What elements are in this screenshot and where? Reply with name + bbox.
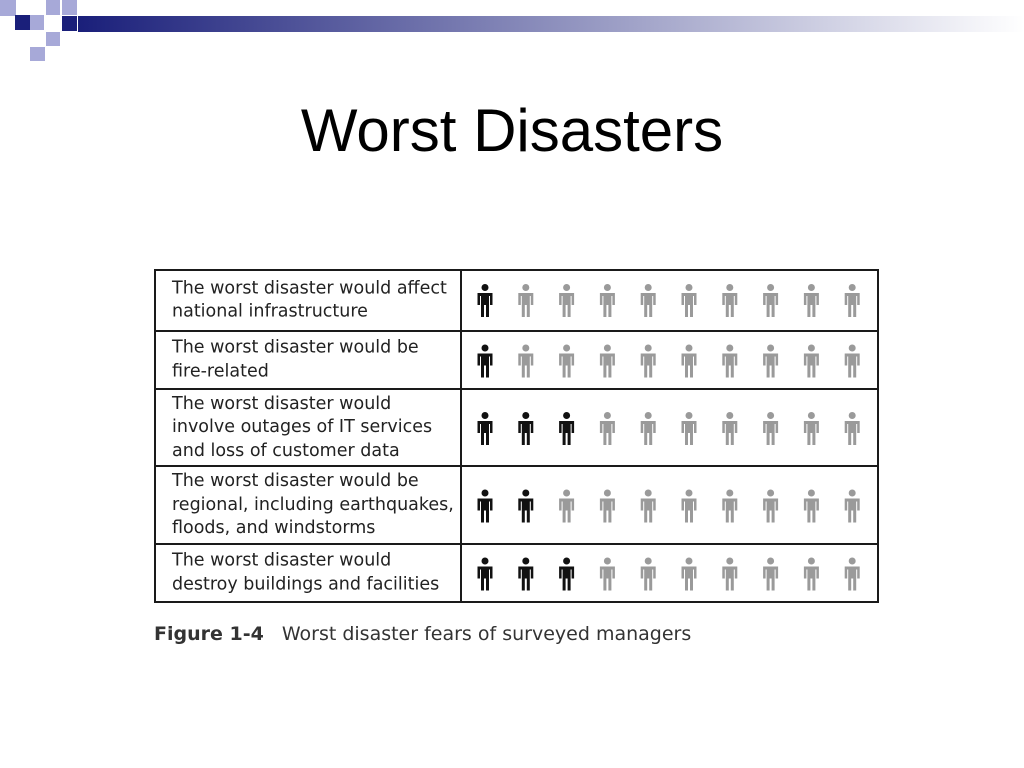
person-icon-muted [600, 284, 615, 317]
person-icon-highlighted [478, 412, 493, 445]
person-icon-group [156, 332, 877, 388]
row-label: The worst disaster would affect national infrastructure [172, 278, 447, 322]
person-icon-muted [763, 345, 778, 378]
deco-square-navy-2 [62, 16, 77, 31]
row-label: The worst disaster would involve outages of IT services and loss of customer data [172, 393, 433, 461]
person-icon-muted [641, 284, 656, 317]
deco-square-light-4 [62, 0, 77, 15]
person-icon-muted [722, 284, 737, 317]
row-label: The worst disaster would be regional, including earthquakes, floods, and windstorms [172, 470, 454, 538]
deco-square-light-2 [30, 15, 44, 30]
deco-square-light-6 [30, 47, 45, 61]
person-icon-muted [763, 284, 778, 317]
deco-square-light-3 [46, 0, 60, 15]
header-decoration [0, 0, 1024, 64]
person-icon-muted [559, 284, 574, 317]
person-icon-highlighted [478, 558, 493, 591]
person-icon-muted [845, 490, 860, 523]
person-icon-muted [600, 558, 615, 591]
person-icon-highlighted [478, 345, 493, 378]
person-icon-muted [804, 345, 819, 378]
person-icon-muted [600, 490, 615, 523]
person-icon-muted [559, 490, 574, 523]
person-icon-highlighted [478, 284, 493, 317]
person-icon-muted [641, 412, 656, 445]
person-icon-group [156, 467, 877, 543]
deco-square-light-5 [46, 32, 60, 46]
person-icon-muted [682, 345, 697, 378]
figure-caption-text: Worst disaster fears of surveyed managers [281, 623, 692, 645]
person-icon-muted [641, 490, 656, 523]
person-icon-muted [559, 345, 574, 378]
person-icon-muted [641, 558, 656, 591]
row-label: The worst disaster would destroy buildings and facilities [172, 550, 440, 594]
person-icon-muted [682, 412, 697, 445]
header-gradient-bar [78, 16, 1024, 32]
person-icon-muted [804, 412, 819, 445]
person-icon-muted [722, 490, 737, 523]
figure-table [154, 269, 879, 603]
person-icon-muted [845, 284, 860, 317]
person-icon-highlighted [559, 558, 574, 591]
person-icon-muted [722, 558, 737, 591]
person-icon-highlighted [518, 490, 533, 523]
person-icon-highlighted [518, 558, 533, 591]
figure-row [156, 465, 877, 543]
person-icon-muted [682, 490, 697, 523]
person-icon-highlighted [559, 412, 574, 445]
person-icon-muted [518, 345, 533, 378]
deco-square-light-1 [0, 0, 16, 16]
figure-row [156, 271, 877, 330]
figure-number: Figure 1-4 [154, 623, 264, 645]
person-icon-muted [682, 284, 697, 317]
person-icon-group [156, 390, 877, 465]
person-icon-muted [682, 558, 697, 591]
person-icon-group [156, 545, 877, 601]
person-icon-muted [641, 345, 656, 378]
person-icon-highlighted [518, 412, 533, 445]
figure-caption [154, 623, 691, 645]
person-icon-muted [845, 345, 860, 378]
person-icon-muted [763, 412, 778, 445]
person-icon-muted [804, 558, 819, 591]
person-icon-muted [600, 412, 615, 445]
person-icon-muted [804, 284, 819, 317]
person-icon-highlighted [478, 490, 493, 523]
person-icon-muted [845, 412, 860, 445]
person-icon-muted [518, 284, 533, 317]
slide-title: Worst Disasters [300, 97, 724, 164]
person-icon-muted [804, 490, 819, 523]
person-icon-muted [763, 490, 778, 523]
person-icon-group [156, 271, 877, 330]
person-icon-muted [845, 558, 860, 591]
figure-row [156, 330, 877, 388]
person-icon-muted [763, 558, 778, 591]
person-icon-muted [722, 412, 737, 445]
person-icon-muted [722, 345, 737, 378]
figure-row [156, 388, 877, 465]
person-icon-muted [600, 345, 615, 378]
deco-square-navy-1 [15, 15, 30, 30]
figure-row [156, 543, 877, 601]
row-label: The worst disaster would be fire-related [172, 337, 419, 381]
